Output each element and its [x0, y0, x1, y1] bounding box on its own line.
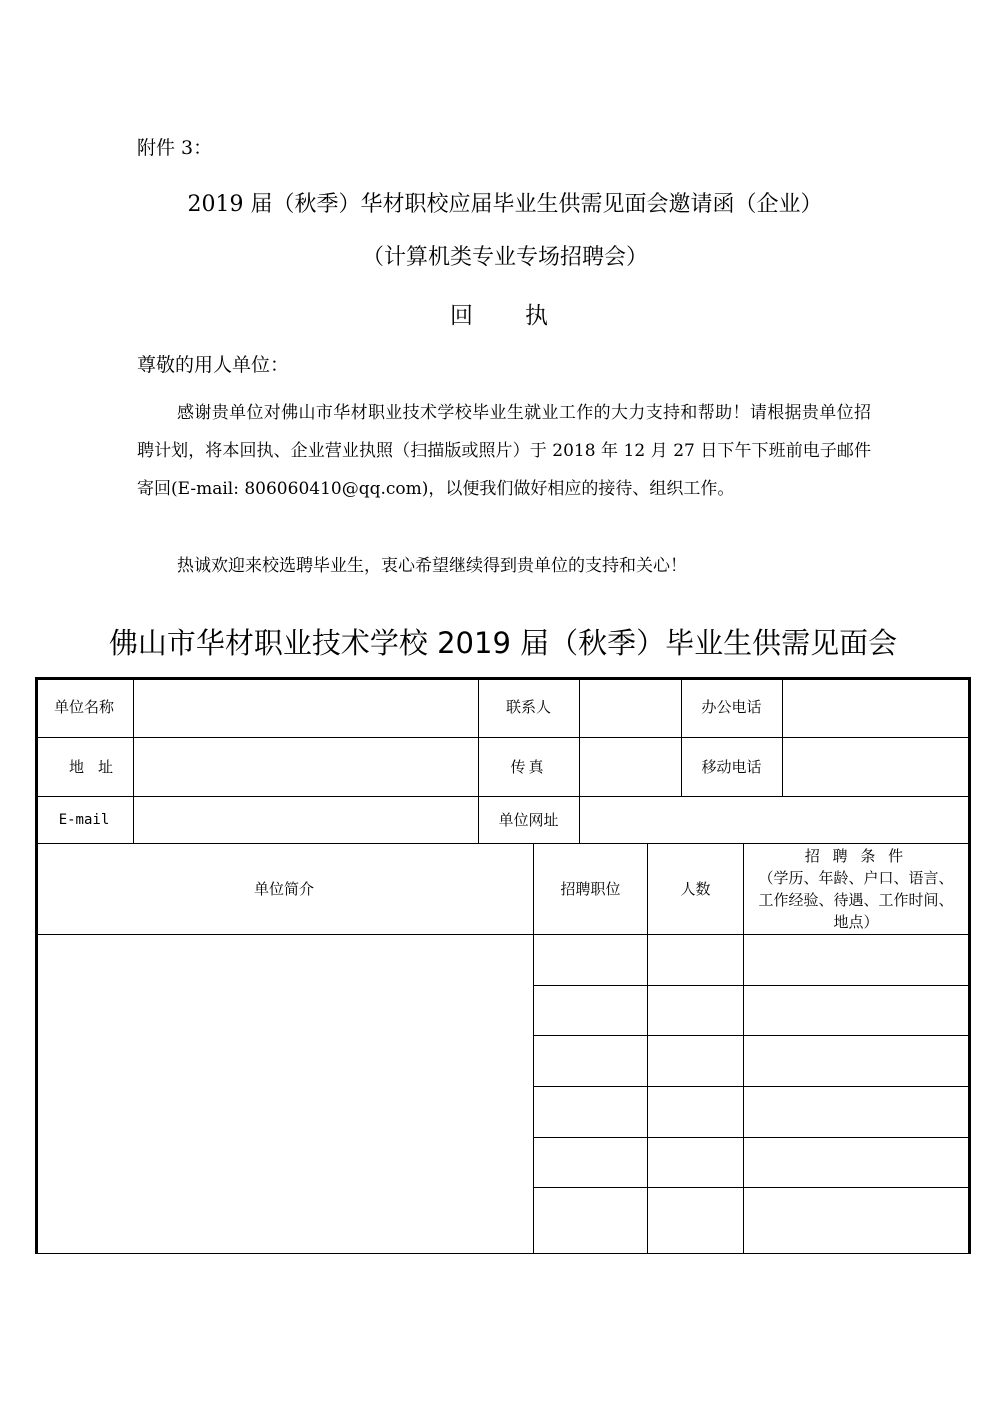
field-position[interactable] — [534, 1036, 647, 1086]
attachment-label: 附件 3： — [137, 137, 213, 159]
field-unit-name[interactable] — [134, 677, 478, 737]
label-email: E-mail — [58, 812, 110, 828]
field-position[interactable] — [534, 935, 647, 985]
field-fax[interactable] — [580, 738, 681, 796]
field-position[interactable] — [534, 1188, 647, 1253]
field-headcount[interactable] — [648, 1138, 743, 1187]
greeting: 尊敬的用人单位： — [137, 354, 290, 376]
field-headcount[interactable] — [648, 1087, 743, 1137]
label-unit-intro: 单位简介 — [253, 880, 314, 898]
receipt-heading: 回执 — [450, 303, 600, 329]
field-conditions[interactable] — [744, 1087, 968, 1137]
label-unit-name: 单位名称 — [53, 698, 114, 716]
label-fax: 传真 — [510, 758, 547, 776]
label-website: 单位网址 — [498, 811, 559, 829]
label-mobile-phone: 移动电话 — [701, 758, 762, 776]
field-contact-person[interactable] — [580, 677, 681, 737]
field-conditions[interactable] — [744, 935, 968, 985]
form-title: 佛山市华材职业技术学校 2019 届（秋季）毕业生供需见面会 — [108, 626, 898, 660]
table-border-bottom — [35, 1253, 971, 1254]
label-office-phone: 办公电话 — [701, 698, 762, 716]
conditions-detail: 地点） — [833, 913, 879, 931]
field-email[interactable] — [134, 797, 478, 843]
field-conditions[interactable] — [744, 1188, 968, 1253]
label-contact-person: 联系人 — [505, 698, 551, 716]
field-conditions[interactable] — [744, 986, 968, 1035]
field-conditions[interactable] — [744, 1138, 968, 1187]
label-conditions — [744, 844, 968, 934]
field-headcount[interactable] — [648, 935, 743, 985]
field-address[interactable] — [134, 738, 478, 796]
field-position[interactable] — [534, 1138, 647, 1187]
letter-paragraph-1: 感谢贵单位对佛山市华材职业技术学校毕业生就业工作的大力支持和帮助！请根据贵单位招聘计划，将本回执、企业营业执照（扫描版或照片）于 2018 年 12 月 27 日下午下班前电子邮件寄回(E-mail: 806060410@qq.com)，以便我们做好相应的接待、组织工作。 — [137, 403, 871, 499]
field-position[interactable] — [534, 1087, 647, 1137]
field-position[interactable] — [534, 986, 647, 1035]
field-mobile-phone[interactable] — [783, 738, 968, 796]
field-headcount[interactable] — [648, 986, 743, 1035]
document-title: 2019 届（秋季）华材职校应届毕业生供需见面会邀请函（企业） — [187, 192, 823, 217]
field-website[interactable] — [580, 797, 968, 843]
reply-form-table — [35, 677, 971, 1254]
conditions-detail: （学历、年龄、户口、语言、 — [758, 869, 954, 887]
label-headcount: 人数 — [680, 880, 711, 898]
field-headcount[interactable] — [648, 1036, 743, 1086]
label-position: 招聘职位 — [560, 880, 621, 898]
field-unit-intro[interactable] — [38, 935, 533, 1253]
letter-paragraph-2: 热诚欢迎来校选聘毕业生，衷心希望继续得到贵单位的支持和关心！ — [177, 556, 687, 576]
document-subtitle: （计算机类专业专场招聘会） — [361, 245, 648, 270]
conditions-detail: 工作经验、待遇、工作时间、 — [758, 891, 954, 909]
label-address: 地址 — [68, 758, 127, 776]
field-conditions[interactable] — [744, 1036, 968, 1086]
field-office-phone[interactable] — [783, 677, 968, 737]
table-border-right — [968, 677, 971, 1254]
conditions-title: 招 聘 条 件 — [804, 847, 908, 865]
field-headcount[interactable] — [648, 1188, 743, 1253]
